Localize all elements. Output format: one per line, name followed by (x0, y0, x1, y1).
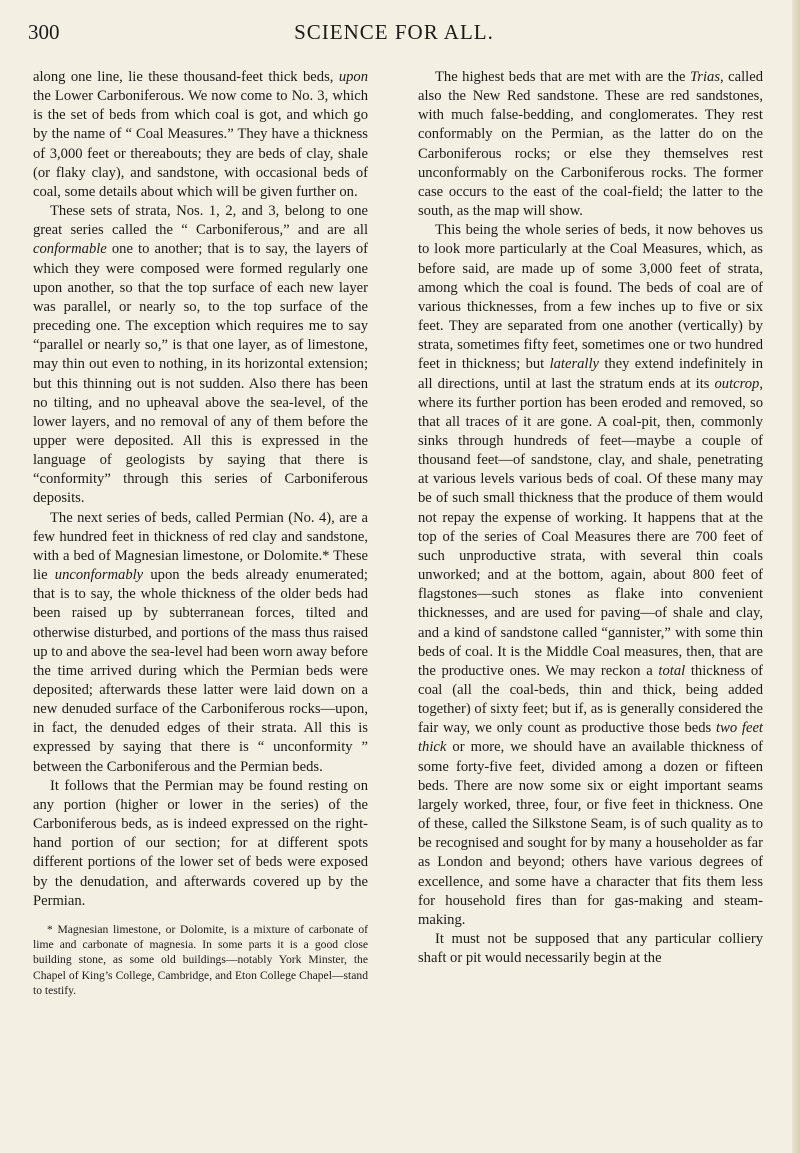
paragraph (33, 202, 368, 509)
running-title: SCIENCE FOR ALL. (294, 20, 494, 44)
paragraph (418, 221, 763, 930)
page-number: 300 (28, 20, 60, 44)
text-run: thickness of coal (all the coal-beds, thin and thick, being added together) of sixty feet; but if, as is generally considered the fair way, we only count as productive those beds (418, 662, 763, 737)
text-run: The next series of beds, called Permian (No. 4), are a few hundred feet in thickness of red clay and sandstone, with a bed of Magnesian limestone, or Dolomite.* These lie (33, 509, 368, 584)
paragraph (33, 68, 368, 202)
left-column (33, 68, 368, 998)
italic-text: two feet thick (418, 720, 763, 756)
italic-text: upon (338, 69, 368, 85)
page-header (28, 20, 760, 50)
paragraph (33, 777, 368, 911)
text-run: , called also the New Red sandstone. These are red sandstones, with much false-bedding, and conglomerates. They rest conformably on the Permian, as the latter do on the Carboniferous rocks; or else they themselves rest unconformably on the Carboniferous rocks. The former case occurs to the east of the coal-field; the latter to the south, as the map will show. (418, 69, 763, 220)
text-run: upon the beds already enumerated; that is to say, the whole thickness of the older beds had been raised up by subterranean forces, tilted and otherwise disturbed, and portions of the mass thus raised up to and above the sea-level had been worn away before the time arrived during which the Permian beds were deposited; afterwards these latter were laid down on a new denuded surface of the Carboniferous rocks—upon, in fact, the denuded edges of their strata. All this is expressed by saying that there is “ unconformity ” between the Carboniferous and the Permian beds. (33, 567, 368, 775)
right-column (418, 68, 763, 968)
text-run: or more, we should have an available thickness of some forty-five feet, divided among a dozen or fifteen beds. There are now some six or eight important seams largely worked, three, four, or five feet in thickness. One of these, called the Silkstone Seam, is of such quality as to be recognised and sought for by many a householder as far as London and beyond; others have various degrees of excellence, and some have a character that fits them less for household fires than for gas-making and steam-making. (418, 739, 763, 928)
text-run: the Lower Carboniferous. We now come to No. 3, which is the set of beds from which coal is got, and which go by the name of “ Coal Measures.” They have a thickness of 3,000 feet or thereabouts; they are beds of clay, shale (or flaky clay), and sandstone, with occasional beds of coal, some details about which will be given further on. (33, 88, 368, 200)
text-run: These sets of strata, Nos. 1, 2, and 3, belong to one great series called the “ Carboniferous,” and are all (33, 203, 368, 239)
italic-text: Trias (690, 69, 721, 85)
page-edge (792, 0, 800, 1153)
italic-text: unconformably (54, 567, 144, 584)
paragraph (418, 68, 763, 221)
italic-text: laterally (549, 356, 600, 373)
text-run: one to another; that is to say, the layers of which they were composed were formed regularly one upon another, so that the top surface of each new layer was parallel, or nearly so, to the top surface of the preceding one. The exception which requires me to say “parallel or nearly so,” is that one layer, as of limestone, may thin out even to nothing, in its horizontal extension; but this thinning out is not sudden. Also there has been no tilting, and no upheaval above the sea-level, of the lower layers, and no removal of any of them before the upper were deposited. All this is expressed in the language of geologists by saying that there is “conformity” through this series of Carboniferous deposits. (33, 241, 368, 507)
text-run: It follows that the Permian may be found resting on any portion (higher or lower in the series) of the Carboniferous beds, as is indeed expressed on the right-hand portion of our section; for at different spots different portions of the lower set of beds were exposed by the denudation, and afterwards covered up by the Permian. (33, 777, 368, 909)
italic-text: conformable (33, 241, 107, 258)
text-run: , where its further portion has been eroded and removed, so that all traces of it are gone. A coal-pit, then, commonly sinks through hundreds of feet—maybe a couple of thousand feet—of sandstone, clay, and shale, penetrating at various levels various beds of coal. Of these many may be of such small thickness that the produce of them would not repay the expense of working. It happens that at the top of the series of Coal Measures there are 700 feet of such unproductive strata, with several thin coals unworked; and at the bottom, again, about 800 feet of flagstones—such stones as flake into convenient thicknesses, and are used for paving—of shale and clay, and a kind of sandstone called “gannister,” with some thin beds of coal. It is the Middle Coal measures, then, that are the productive ones. We may reckon a (418, 375, 763, 679)
paragraph (33, 509, 368, 777)
text-run: The highest beds that are met with are the (435, 69, 690, 85)
footnote: * Magnesian limestone, or Dolomite, is a mixture of carbonate of lime and carbonate of magnesia. In some parts it is a good close building stone, as some old buildings—notably York Minster, the Chapel of King’s College, Cambridge, and Eton College Chapel—stand to testify. (33, 922, 368, 998)
italic-text: outcrop (714, 375, 760, 392)
text-run: along one line, lie these thousand-feet thick beds, (33, 69, 339, 85)
text-run: they extend indefinitely in all directions, until at last the stratum ends at its (418, 356, 763, 392)
italic-text: total (658, 662, 686, 679)
paragraph (418, 930, 763, 968)
text-run: This being the whole series of beds, it now behoves us to look more particularly at the Coal Measures, which, as before said, are made up of some 3,000 feet of strata, among which the coal is found. The beds of coal are of various thicknesses, from a few inches up to five or six feet. They are separated from one another (vertically) by strata, sometimes fifty feet, sometimes one or two hundred feet in thickness; but (418, 222, 763, 373)
text-run: It must not be supposed that any particular colliery shaft or pit would necessarily begin at the (418, 931, 763, 967)
